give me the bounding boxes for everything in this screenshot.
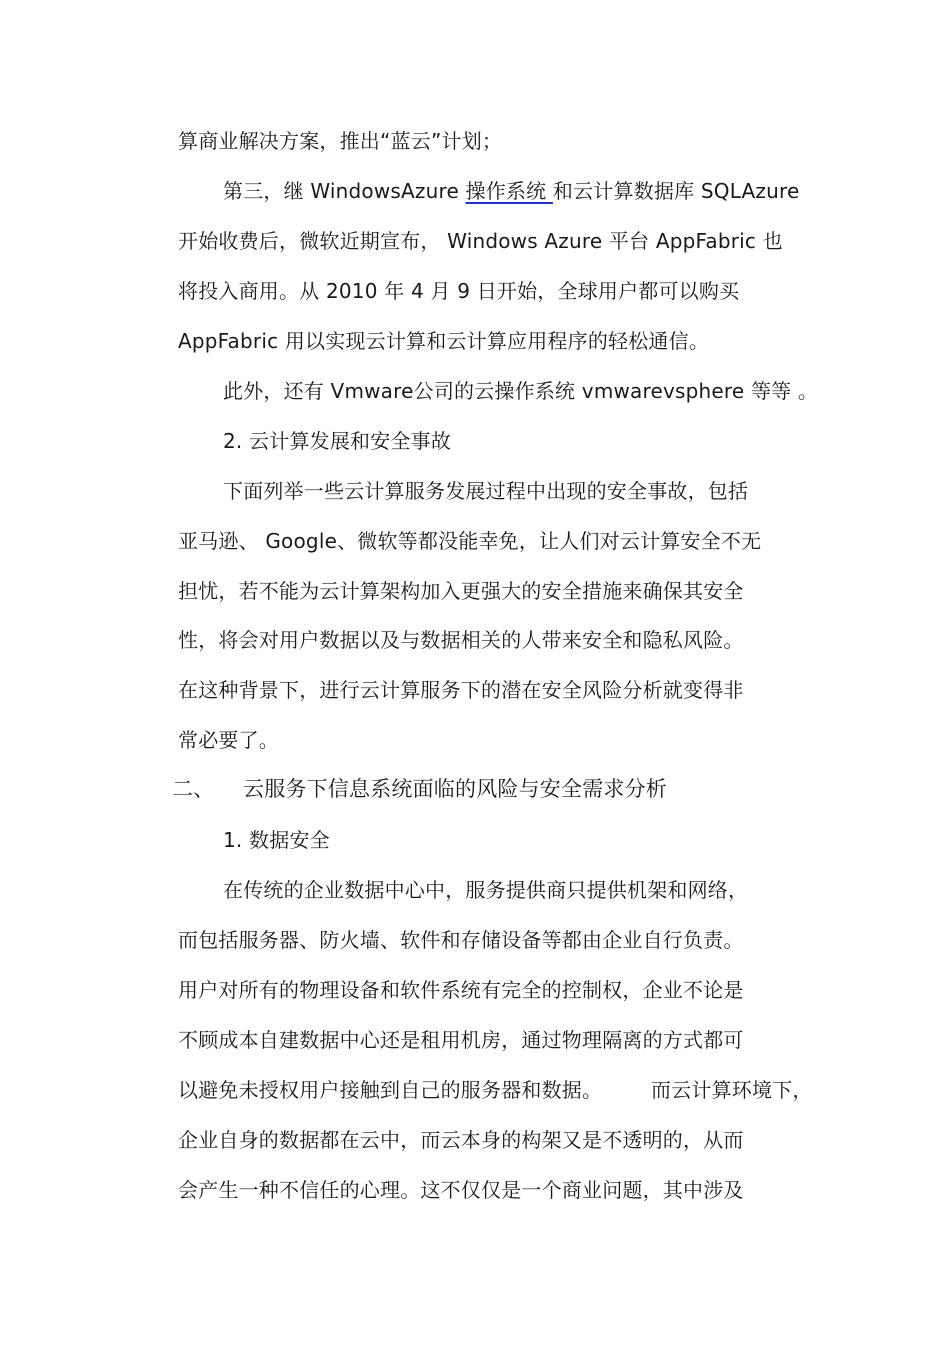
- text-line: 不顾成本自建数据中心还是租用机房，通过物理隔离的方式都可: [178, 1028, 744, 1052]
- text-line: [223, 178, 799, 204]
- text-line: 此外，还有 Vmware公司的云操作系统 vmwarevsphere 等等 。: [223, 379, 819, 403]
- text-line: 担忧，若不能为云计算架构加入更强大的安全措施来确保其安全: [178, 579, 744, 603]
- text-span: 第三，继 WindowsAzure: [223, 179, 466, 203]
- text-line: 用户对所有的物理设备和软件系统有完全的控制权，企业不论是: [178, 978, 744, 1002]
- os-link[interactable]: 操作系统: [465, 179, 553, 203]
- section-heading: 2. 云计算发展和安全事故: [223, 429, 452, 453]
- text-line: 而云计算环境下，: [651, 1078, 813, 1102]
- text-line: 而包括服务器、防火墙、软件和存储设备等都由企业自行负责。: [178, 928, 744, 952]
- text-line: 性，将会对用户数据以及与数据相关的人带来安全和隐私风险。: [178, 628, 744, 652]
- text-line: 企业自身的数据都在云中，而云本身的构架又是不透明的，从而: [178, 1128, 744, 1152]
- text-line: 下面列举一些云计算服务发展过程中出现的安全事故，包括: [223, 479, 749, 503]
- text-line: 以避免未授权用户接触到自己的服务器和数据。: [178, 1078, 603, 1102]
- section-heading: 1. 数据安全: [223, 828, 330, 852]
- text-line: 会产生一种不信任的心理。这不仅仅是一个商业问题，其中涉及: [178, 1178, 744, 1202]
- chapter-heading: 云服务下信息系统面临的风险与安全需求分析: [243, 777, 667, 801]
- text-line: AppFabric 用以实现云计算和云计算应用程序的轻松通信。: [178, 329, 710, 353]
- text-line: 常必要了。: [178, 728, 279, 752]
- text-line: 算商业解决方案，推出“蓝云”计划；: [178, 129, 503, 153]
- text-line: 在这种背景下，进行云计算服务下的潜在安全风险分析就变得非: [178, 678, 744, 702]
- text-line: 亚马逊、 Google、微软等都没能幸免，让人们对云计算安全不无: [178, 529, 762, 553]
- text-line: 开始收费后，微软近期宣布， Windows Azure 平台 AppFabric 也: [178, 229, 783, 253]
- chapter-number: 二、: [172, 777, 215, 801]
- text-line: 在传统的企业数据中心中，服务提供商只提供机架和网络，: [223, 878, 749, 902]
- text-line: 将投入商用。从 2010 年 4 月 9 日开始，全球用户都可以购买: [178, 279, 740, 303]
- text-span: 和云计算数据库 SQLAzure: [552, 179, 800, 203]
